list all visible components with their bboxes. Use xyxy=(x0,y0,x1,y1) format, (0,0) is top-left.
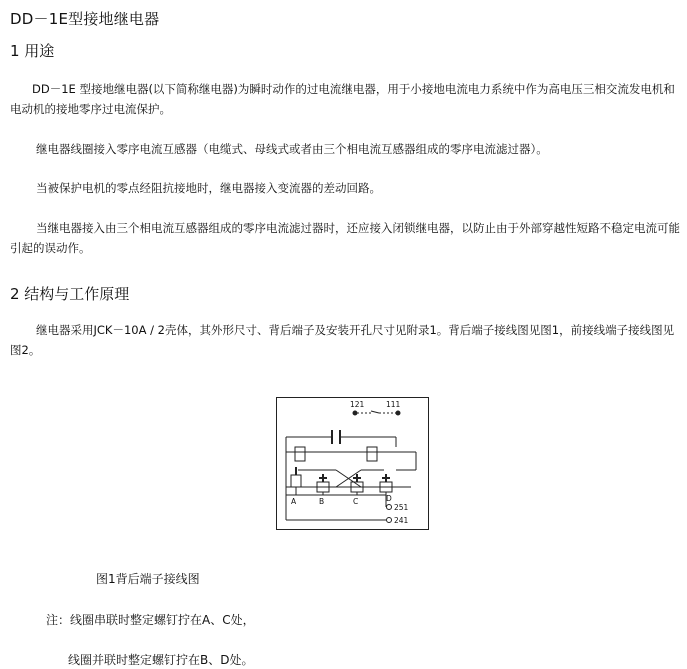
mid-coil-left xyxy=(295,447,305,461)
label-a: A xyxy=(291,497,297,506)
section-1-paragraph-3: 当被保护电机的零点经阻抗接地时，继电器接入变流器的差动回路。 xyxy=(36,181,381,195)
label-121: 121 xyxy=(350,400,365,409)
label-c: C xyxy=(353,497,359,506)
contact-switch-line xyxy=(371,411,379,413)
section-1-paragraph-4: 当继电器接入由三个相电流互感器组成的零序电流滤过器时，还应接入闭锁继电器，以防止由于外部穿越性短路不稳定电流可能引起的误动作。 xyxy=(10,221,680,255)
terminal-251-dot xyxy=(387,505,392,510)
coil-a-box xyxy=(291,475,301,487)
section-1-paragraph-2: 继电器线圈接入零序电流互感器（电缆式、母线式或者由三个相电流互感器组成的零序电流滤过器）。 xyxy=(36,142,548,156)
note-line-2: 线圈并联时整定螺钉拧在B、D处。 xyxy=(68,653,254,667)
terminal-241-dot xyxy=(387,518,392,523)
figure-1-caption: 图1背后端子接线图 xyxy=(96,572,200,586)
terminal-121-dot xyxy=(353,411,357,415)
note-line-1: 注：线圈串联时整定螺钉拧在A、C处， xyxy=(46,613,255,627)
label-111: 111 xyxy=(386,400,401,409)
mid-coil-right xyxy=(367,447,377,461)
section-1-heading: 1 用途 xyxy=(10,42,55,60)
section-2-heading: 2 结构与工作原理 xyxy=(10,285,130,303)
label-241: 241 xyxy=(394,516,409,525)
rear-terminal-wiring-diagram xyxy=(276,397,429,530)
terminal-111-dot xyxy=(396,411,400,415)
document-title: DD－1E型接地继电器 xyxy=(10,10,160,28)
section-2-paragraph-1: 继电器采用JCK－10A / 2壳体，其外形尺寸、背后端子及安装开孔尺寸见附录1。背后端子接线图见图1，前接线端子接线图见图2。 xyxy=(10,323,675,357)
section-1-paragraph-1: DD－1E 型接地继电器(以下简称继电器)为瞬时动作的过电流继电器，用于小接地电流电力系统中作为高电压三相交流发电机和电动机的接地零序过电流保护。 xyxy=(10,82,675,116)
label-d: D xyxy=(386,494,392,503)
label-251: 251 xyxy=(394,503,409,512)
label-b: B xyxy=(319,497,325,506)
